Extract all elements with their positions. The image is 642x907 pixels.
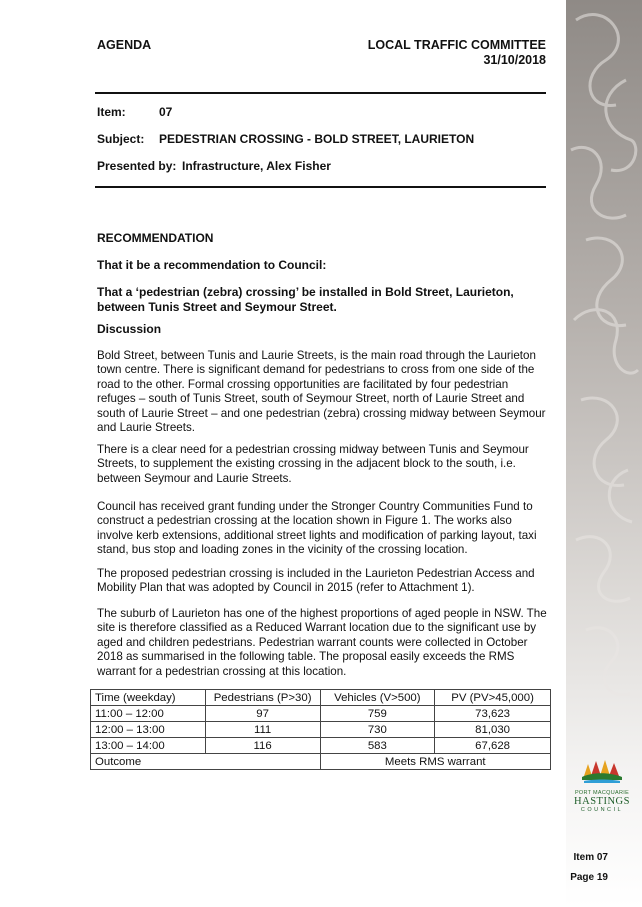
discussion-paragraph-4: The proposed pedestrian crossing is included in the Laurieton Pedestrian Access and Mobility Plan that was adopted by Council in 2015 (refer to Attachment 1). bbox=[97, 567, 535, 595]
table-cell: 73,623 bbox=[435, 706, 551, 722]
table-cell: 11:00 – 12:00 bbox=[91, 706, 206, 722]
table-cell: 97 bbox=[205, 706, 320, 722]
table-header: Time (weekday) bbox=[91, 690, 206, 706]
item-number: 07 bbox=[159, 105, 173, 119]
table-cell: 111 bbox=[205, 722, 320, 738]
presented-label: Presented by: bbox=[97, 159, 177, 173]
discussion-paragraph-1: Bold Street, between Tunis and Laurie Streets, is the main road through the Laurieton town centre. There is significant demand for pedestrians to cross from one side of the road to the other. Formal crossing opportunities are facilitated by four pedestrian refuges – south of Tunis Street, south of Seymour Street, north of Laurie Street and south of Laurie Street – and one pedestrian (zebra) crossing midway between Seymour and Laurie Streets. bbox=[97, 349, 546, 435]
table-cell: 759 bbox=[320, 706, 435, 722]
recommendation-text: That a ‘pedestrian (zebra) crossing’ be installed in Bold Street, Laurieton, between Tunis Street and Seymour Street. bbox=[97, 285, 514, 314]
table-cell: 13:00 – 14:00 bbox=[91, 738, 206, 754]
presented-value: Infrastructure, Alex Fisher bbox=[182, 159, 331, 173]
discussion-paragraph-2: There is a clear need for a pedestrian crossing midway between Tunis and Seymour Streets, to supplement the existing crossing in the adjacent block to the south, i.e. between Seymour and Laurie Streets. bbox=[97, 443, 529, 485]
presented-row bbox=[97, 159, 331, 173]
table-cell: 583 bbox=[320, 738, 435, 754]
logo-top-text: PORT MACQUARIE bbox=[574, 790, 630, 796]
discussion-paragraph-3: Council has received grant funding under the Stronger Country Communities Fund to construct a pedestrian crossing at the location shown in Figure 1. The works also involve kerb extensions, additional street lights and modification of parking layout, taxi stand, bus stop and loading zones in the vicinity of the crossing location. bbox=[97, 500, 537, 557]
discussion-paragraph-5: The suburb of Laurieton has one of the highest proportions of aged people in NSW. The site is therefore classified as a Reduced Warrant location due to the significant use by aged and children pedestrians. Pedestrian warrant counts were collected in October 2018 as summarised in the following table. The proposal easily exceeds the RMS warrant for a pedestrian crossing at this location. bbox=[97, 607, 547, 678]
discussion-heading: Discussion bbox=[97, 322, 162, 336]
subject-label: Subject: bbox=[97, 132, 145, 146]
table-cell: 12:00 – 13:00 bbox=[91, 722, 206, 738]
logo-main-text: HASTINGS bbox=[574, 796, 630, 807]
table-cell: 81,030 bbox=[435, 722, 551, 738]
subject-row bbox=[97, 132, 474, 146]
header-date: 31/10/2018 bbox=[483, 53, 546, 67]
subject-value: PEDESTRIAN CROSSING - BOLD STREET, LAURIETON bbox=[159, 132, 475, 146]
header-committee bbox=[368, 38, 546, 68]
table-row bbox=[91, 722, 551, 738]
recommendation-heading: RECOMMENDATION bbox=[97, 231, 214, 245]
council-logo bbox=[570, 758, 634, 813]
footer-page: Page 19 bbox=[570, 872, 608, 883]
table-header-row bbox=[91, 690, 551, 706]
council-logo-icon bbox=[580, 758, 624, 784]
meta-divider bbox=[95, 186, 546, 188]
table-cell: 116 bbox=[205, 738, 320, 754]
table-row bbox=[91, 706, 551, 722]
table-row bbox=[91, 738, 551, 754]
footer-item: Item 07 bbox=[573, 852, 608, 863]
table-header: Pedestrians (P>30) bbox=[205, 690, 320, 706]
item-row bbox=[97, 105, 172, 119]
table-outcome-row bbox=[91, 754, 551, 770]
table-cell: 730 bbox=[320, 722, 435, 738]
recommendation-intro: That it be a recommendation to Council: bbox=[97, 258, 327, 272]
table-header: PV (PV>45,000) bbox=[435, 690, 551, 706]
table-header: Vehicles (V>500) bbox=[320, 690, 435, 706]
outcome-label: Outcome bbox=[91, 754, 321, 770]
top-divider bbox=[95, 92, 546, 94]
item-label: Item: bbox=[97, 105, 126, 119]
outcome-value: Meets RMS warrant bbox=[320, 754, 551, 770]
logo-bottom-text: COUNCIL bbox=[580, 807, 624, 813]
table-cell: 67,628 bbox=[435, 738, 551, 754]
warrant-table bbox=[90, 689, 551, 770]
header-agenda: AGENDA bbox=[97, 38, 152, 52]
header-committee-name: LOCAL TRAFFIC COMMITTEE bbox=[367, 38, 546, 52]
